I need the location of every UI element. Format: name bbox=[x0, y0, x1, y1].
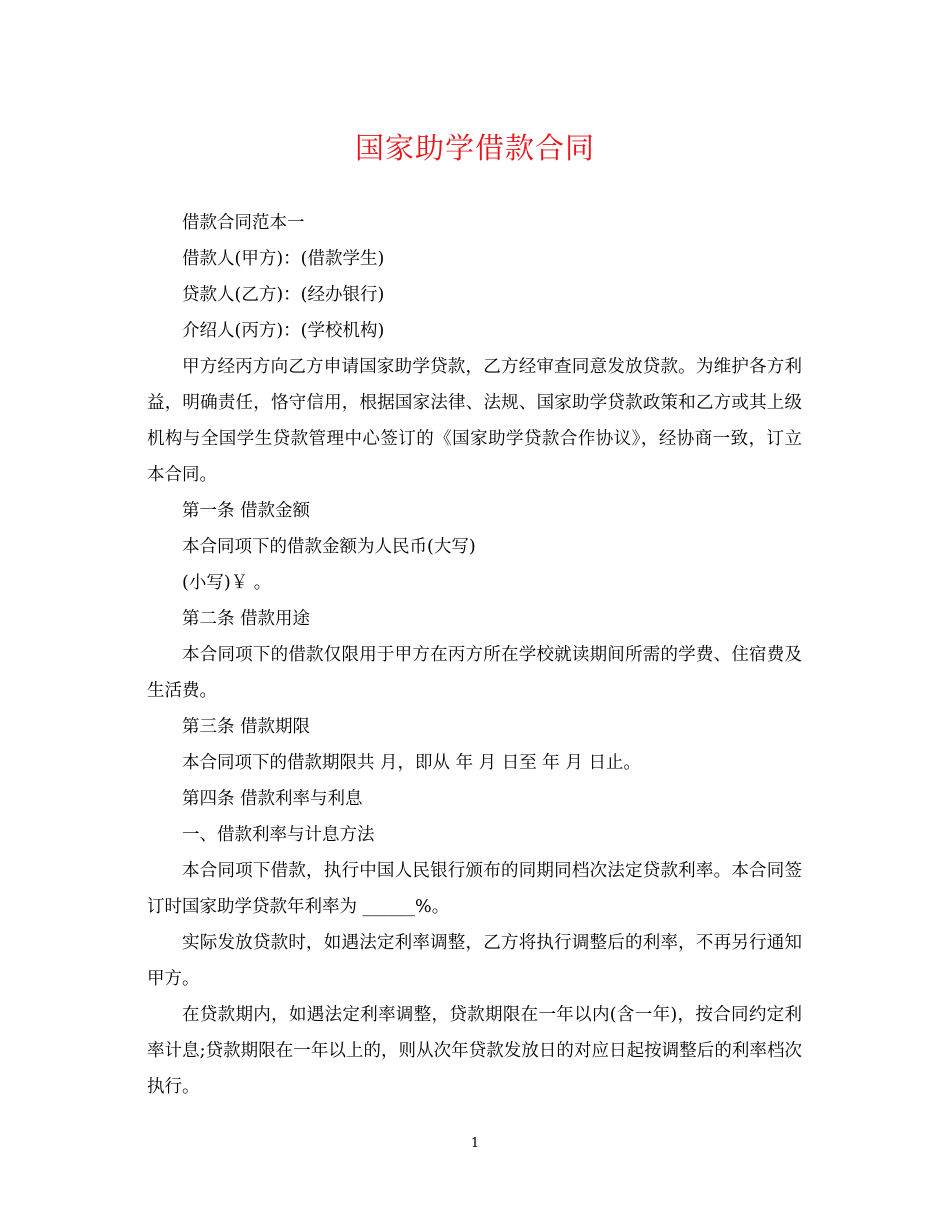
paragraph-party-a: 借款人(甲方)：(借款学生) bbox=[182, 249, 385, 269]
article-4-rate-paragraph: 本合同项下借款，执行中国人民银行颁布的同期同档次法定贷款利率。本合同签订时国家助学贷款年利率为 ______%。 bbox=[147, 861, 802, 917]
page-number: 1 bbox=[470, 1136, 480, 1151]
article-2-heading: 第二条 借款用途 bbox=[182, 609, 311, 629]
document-title: 国家助学借款合同 bbox=[354, 131, 595, 165]
article-4-adjustment-paragraph: 实际发放贷款时，如遇法定利率调整，乙方将执行调整后的利率，不再另行通知甲方。 bbox=[147, 933, 802, 989]
paragraph-template-name: 借款合同范本一 bbox=[182, 213, 305, 233]
document-body bbox=[147, 205, 802, 1105]
article-1-amount-capital: 本合同项下的借款金额为人民币(大写) bbox=[182, 537, 476, 557]
article-1-amount-numeric: (小写)￥ 。 bbox=[182, 573, 272, 593]
article-2-body: 本合同项下的借款仅限用于甲方在丙方所在学校就读期间所需的学费、住宿费及生活费。 bbox=[147, 645, 802, 701]
paragraph-party-c: 介绍人(丙方)：(学校机构) bbox=[182, 321, 385, 341]
article-1-heading: 第一条 借款金额 bbox=[182, 501, 311, 521]
paragraph-preamble: 甲方经丙方向乙方申请国家助学贷款，乙方经审查同意发放贷款。为维护各方利益，明确责任，恪守信用，根据国家法律、法规、国家助学贷款政策和乙方或其上级机构与全国学生贷款管理中心签订的《国家助学贷款合作协议》，经协商一致，订立本合同。 bbox=[147, 357, 802, 485]
article-3-heading: 第三条 借款期限 bbox=[182, 717, 311, 737]
article-4-section-1-heading: 一、借款利率与计息方法 bbox=[182, 825, 375, 845]
article-4-period-paragraph: 在贷款期内，如遇法定利率调整，贷款期限在一年以内(含一年)，按合同约定利率计息;贷款期限在一年以上的，则从次年贷款发放日的对应日起按调整后的利率档次执行。 bbox=[147, 1005, 802, 1097]
paragraph-party-b: 贷款人(乙方)：(经办银行) bbox=[182, 285, 385, 305]
article-4-heading: 第四条 借款利率与利息 bbox=[182, 789, 363, 809]
article-3-body: 本合同项下的借款期限共 月，即从 年 月 日至 年 月 日止。 bbox=[182, 753, 641, 773]
